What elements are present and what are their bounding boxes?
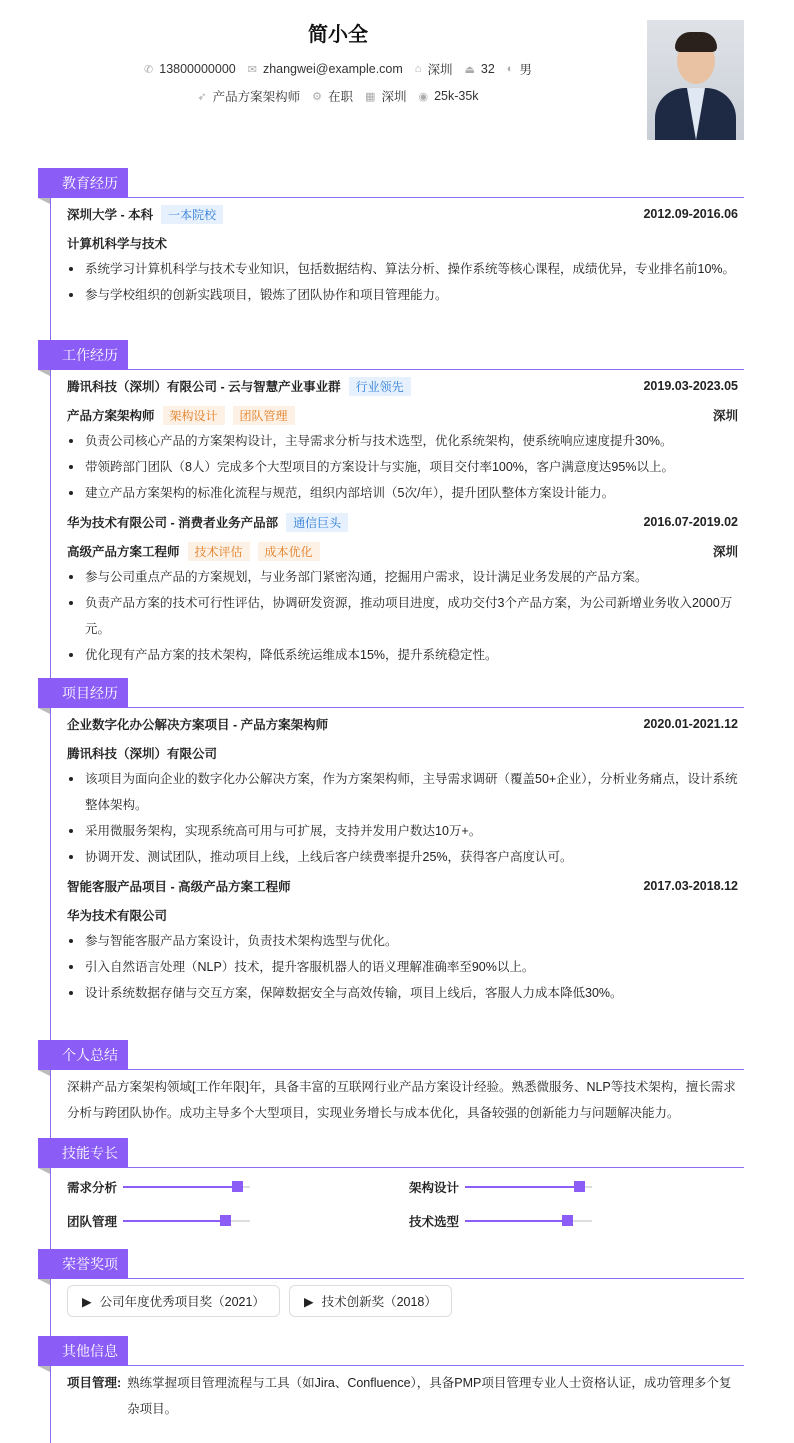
entry-subtitle: 腾讯科技（深圳）有限公司 — [67, 747, 218, 761]
award-text: 公司年度优秀项目奖（2021） — [99, 1295, 265, 1309]
entry-subtitle-row — [67, 230, 738, 256]
info-text: 深圳 — [381, 90, 407, 104]
bullet-item: 负责公司核心产品的方案架构设计，主导需求分析与技术选型，优化系统架构，使系统响应速度提升30%。 — [67, 428, 738, 454]
skill-item — [67, 1174, 409, 1200]
entry-location: 深圳 — [712, 545, 738, 559]
entry-subtitle: 华为技术有限公司 — [67, 909, 168, 923]
section-7 — [38, 1336, 744, 1422]
entry-date: 2020.01-2021.12 — [643, 717, 738, 731]
bullet-item: 优化现有产品方案的技术架构，降低系统运维成本15%，提升系统稳定性。 — [67, 642, 738, 668]
info-text: 32 — [480, 62, 495, 76]
info-item — [464, 60, 494, 78]
skill-bar-fill — [123, 1220, 225, 1222]
section-body — [38, 373, 744, 668]
bullet-item: 系统学习计算机科学与技术专业知识，包括数据结构、算法分析、操作系统等核心课程，成绩优异，专业排名前10%。 — [67, 256, 738, 282]
bullet-list — [67, 428, 738, 506]
section-title: 工作经历 — [38, 340, 128, 370]
section-header — [38, 678, 744, 708]
entry-tag: 行业领先 — [349, 377, 411, 396]
other-info-value: 熟练掌握项目管理流程与工具（如Jira、Confluence），具备PMP项目管理专业人士资格认证，成功管理多个复杂项目。 — [127, 1376, 732, 1416]
section-title: 项目经历 — [38, 678, 128, 708]
section-header — [38, 1040, 744, 1070]
section-1 — [38, 168, 744, 308]
gender-icon: ◐ — [506, 63, 514, 75]
entry-subtitle: 产品方案架构师 — [67, 409, 155, 423]
entry-subtitle-row — [67, 538, 738, 564]
entry-title: 腾讯科技（深圳）有限公司 - 云与智慧产业事业群 — [67, 380, 341, 394]
header-fold-decoration — [38, 198, 50, 204]
info-item — [144, 60, 236, 78]
section-title: 技能专长 — [38, 1138, 128, 1168]
entry-title: 华为技术有限公司 - 消费者业务产品部 — [67, 516, 279, 530]
send-icon: ➶ — [197, 90, 207, 103]
info-text: 产品方案架构师 — [212, 90, 301, 104]
section-header — [38, 168, 744, 198]
resume-header — [0, 0, 794, 150]
skill-bar-knob — [574, 1181, 585, 1192]
skills-grid — [67, 1168, 738, 1234]
bullet-item: 带领跨部门团队（8人）完成多个大型项目的方案设计与实施，项目交付率100%，客户满意度达95%以上。 — [67, 454, 738, 480]
entry-title-row — [67, 373, 738, 399]
bullet-item: 设计系统数据存储与交互方案，保障数据安全与高效传输，项目上线后，客服人力成本降低30%。 — [67, 980, 738, 1006]
skill-bar-fill — [123, 1186, 237, 1188]
entry-subtitle: 高级产品方案工程师 — [67, 545, 180, 559]
other-info-key: 项目管理: — [67, 1376, 122, 1390]
section-header — [38, 1138, 744, 1168]
section-4 — [38, 1040, 744, 1126]
entry-location: 深圳 — [712, 409, 738, 423]
entry-tag: 技术评估 — [188, 542, 250, 561]
entry-title-row — [67, 873, 738, 899]
skill-item — [67, 1208, 409, 1234]
bullet-list — [67, 256, 738, 308]
header-fold-decoration — [38, 1070, 50, 1076]
bullet-item: 参与学校组织的创新实践项目，锻炼了团队协作和项目管理能力。 — [67, 282, 738, 308]
section-title: 荣誉奖项 — [38, 1249, 128, 1279]
building-icon: ▦ — [365, 90, 376, 103]
entry-date: 2012.09-2016.06 — [643, 207, 738, 221]
entry-title-row — [67, 711, 738, 737]
entry-tag: 成本优化 — [258, 542, 320, 561]
entry-subtitle-row — [67, 402, 738, 428]
skill-bar-knob — [220, 1215, 231, 1226]
section-body — [38, 1168, 744, 1234]
section-body — [38, 1070, 744, 1126]
entry-tag: 通信巨头 — [286, 513, 348, 532]
info-item — [365, 87, 406, 105]
entry-title-row — [67, 509, 738, 535]
skill-item — [409, 1174, 739, 1200]
entry-title-row — [67, 201, 738, 227]
header-fold-decoration — [38, 1279, 50, 1285]
bullet-item: 参与智能客服产品方案设计，负责技术架构选型与优化。 — [67, 928, 738, 954]
skill-bar-knob — [562, 1215, 573, 1226]
section-header — [38, 1249, 744, 1279]
bullet-item: 采用微服务架构，实现系统高可用与可扩展，支持并发用户数达10万+。 — [67, 818, 738, 844]
section-header — [38, 340, 744, 370]
skill-name: 需求分析 — [67, 1181, 118, 1195]
candidate-name: 简小全 — [308, 24, 368, 46]
bullet-list — [67, 928, 738, 1006]
info-text: 深圳 — [427, 63, 453, 77]
contact-row — [0, 60, 676, 78]
bullet-item: 参与公司重点产品的方案规划，与业务部门紧密沟通，挖掘用户需求，设计满足业务发展的产品方案。 — [67, 564, 738, 590]
skill-name: 技术选型 — [409, 1215, 460, 1229]
home-icon: ⌂ — [414, 63, 422, 75]
skill-bar — [123, 1220, 250, 1222]
job-row — [0, 87, 676, 105]
info-item — [197, 87, 300, 105]
age-icon: ⏏ — [464, 63, 475, 76]
section-body — [38, 1279, 744, 1317]
info-item — [312, 87, 353, 105]
status-icon: ⚙ — [312, 90, 323, 103]
skill-name: 架构设计 — [409, 1181, 460, 1195]
skill-item — [409, 1208, 739, 1234]
salary-icon: ◉ — [418, 90, 429, 103]
entry-title: 深圳大学 - 本科 — [67, 208, 154, 222]
info-item — [507, 60, 532, 78]
header-fold-decoration — [38, 708, 50, 714]
section-2 — [38, 340, 744, 668]
triangle-right-icon: ▶ — [82, 1294, 92, 1309]
award-text: 技术创新奖（2018） — [321, 1295, 437, 1309]
info-text: 男 — [519, 63, 532, 77]
section-title: 其他信息 — [38, 1336, 128, 1366]
mail-icon: ✉ — [247, 63, 257, 76]
entry-date: 2019.03-2023.05 — [643, 379, 738, 393]
award-item[interactable] — [289, 1285, 452, 1317]
section-title: 个人总结 — [38, 1040, 128, 1070]
section-3 — [38, 678, 744, 1006]
other-info-item — [67, 1366, 738, 1422]
info-text: 13800000000 — [159, 62, 236, 76]
bullet-list — [67, 564, 738, 668]
entry-title: 智能客服产品项目 - 高级产品方案工程师 — [67, 880, 291, 894]
info-item — [415, 60, 453, 78]
entry-subtitle: 计算机科学与技术 — [67, 237, 168, 251]
info-text: 25k-35k — [434, 89, 479, 103]
info-text: zhangwei@example.com — [262, 62, 403, 76]
skill-bar — [465, 1186, 592, 1188]
info-item — [248, 60, 403, 78]
section-6 — [38, 1249, 744, 1317]
awards-list — [67, 1279, 738, 1317]
bullet-item: 引入自然语言处理（NLP）技术，提升客服机器人的语义理解准确率至90%以上。 — [67, 954, 738, 980]
award-item[interactable] — [67, 1285, 280, 1317]
section-5 — [38, 1138, 744, 1234]
skill-bar-fill — [465, 1220, 567, 1222]
info-text: 在职 — [328, 90, 354, 104]
skill-bar — [123, 1186, 250, 1188]
header-fold-decoration — [38, 370, 50, 376]
profile-photo — [647, 20, 744, 140]
header-fold-decoration — [38, 1168, 50, 1174]
section-body — [38, 1366, 744, 1422]
entry-date: 2016.07-2019.02 — [643, 515, 738, 529]
skill-name: 团队管理 — [67, 1215, 118, 1229]
entry-date: 2017.03-2018.12 — [643, 879, 738, 893]
bullet-item: 负责产品方案的技术可行性评估，协调研发资源，推动项目进度，成功交付3个产品方案，为公司新增业务收入2000万元。 — [67, 590, 738, 642]
bullet-item: 建立产品方案架构的标准化流程与规范，组织内部培训（5次/年），提升团队整体方案设计能力。 — [67, 480, 738, 506]
entry-subtitle-row — [67, 740, 738, 766]
bullet-item: 协调开发、测试团队，推动项目上线，上线后客户续费率提升25%，获得客户高度认可。 — [67, 844, 738, 870]
header-fold-decoration — [38, 1366, 50, 1372]
section-body — [38, 201, 744, 308]
skill-bar-fill — [465, 1186, 579, 1188]
phone-icon: ✆ — [144, 63, 154, 76]
entry-tag: 团队管理 — [233, 406, 295, 425]
entry-tag: 架构设计 — [163, 406, 225, 425]
info-item — [418, 87, 478, 105]
bullet-item: 该项目为面向企业的数字化办公解决方案，作为方案架构师，主导需求调研（覆盖50+企业），分析业务痛点，设计系统整体架构。 — [67, 766, 738, 818]
skill-bar — [465, 1220, 592, 1222]
section-title: 教育经历 — [38, 168, 128, 198]
entry-title: 企业数字化办公解决方案项目 - 产品方案架构师 — [67, 718, 329, 732]
skill-bar-knob — [232, 1181, 243, 1192]
entry-subtitle-row — [67, 902, 738, 928]
section-body — [38, 711, 744, 1006]
entry-tag: 一本院校 — [161, 205, 223, 224]
summary-text: 深耕产品方案架构领域[工作年限]年，具备丰富的互联网行业产品方案设计经验。熟悉微服务、NLP等技术架构，擅长需求分析与跨团队协作。成功主导多个大型项目，实现业务增长与成本优化，具备较强的创新能力与问题解决能力。 — [67, 1080, 736, 1120]
bullet-list — [67, 766, 738, 870]
section-header — [38, 1336, 744, 1366]
triangle-right-icon: ▶ — [303, 1294, 314, 1309]
